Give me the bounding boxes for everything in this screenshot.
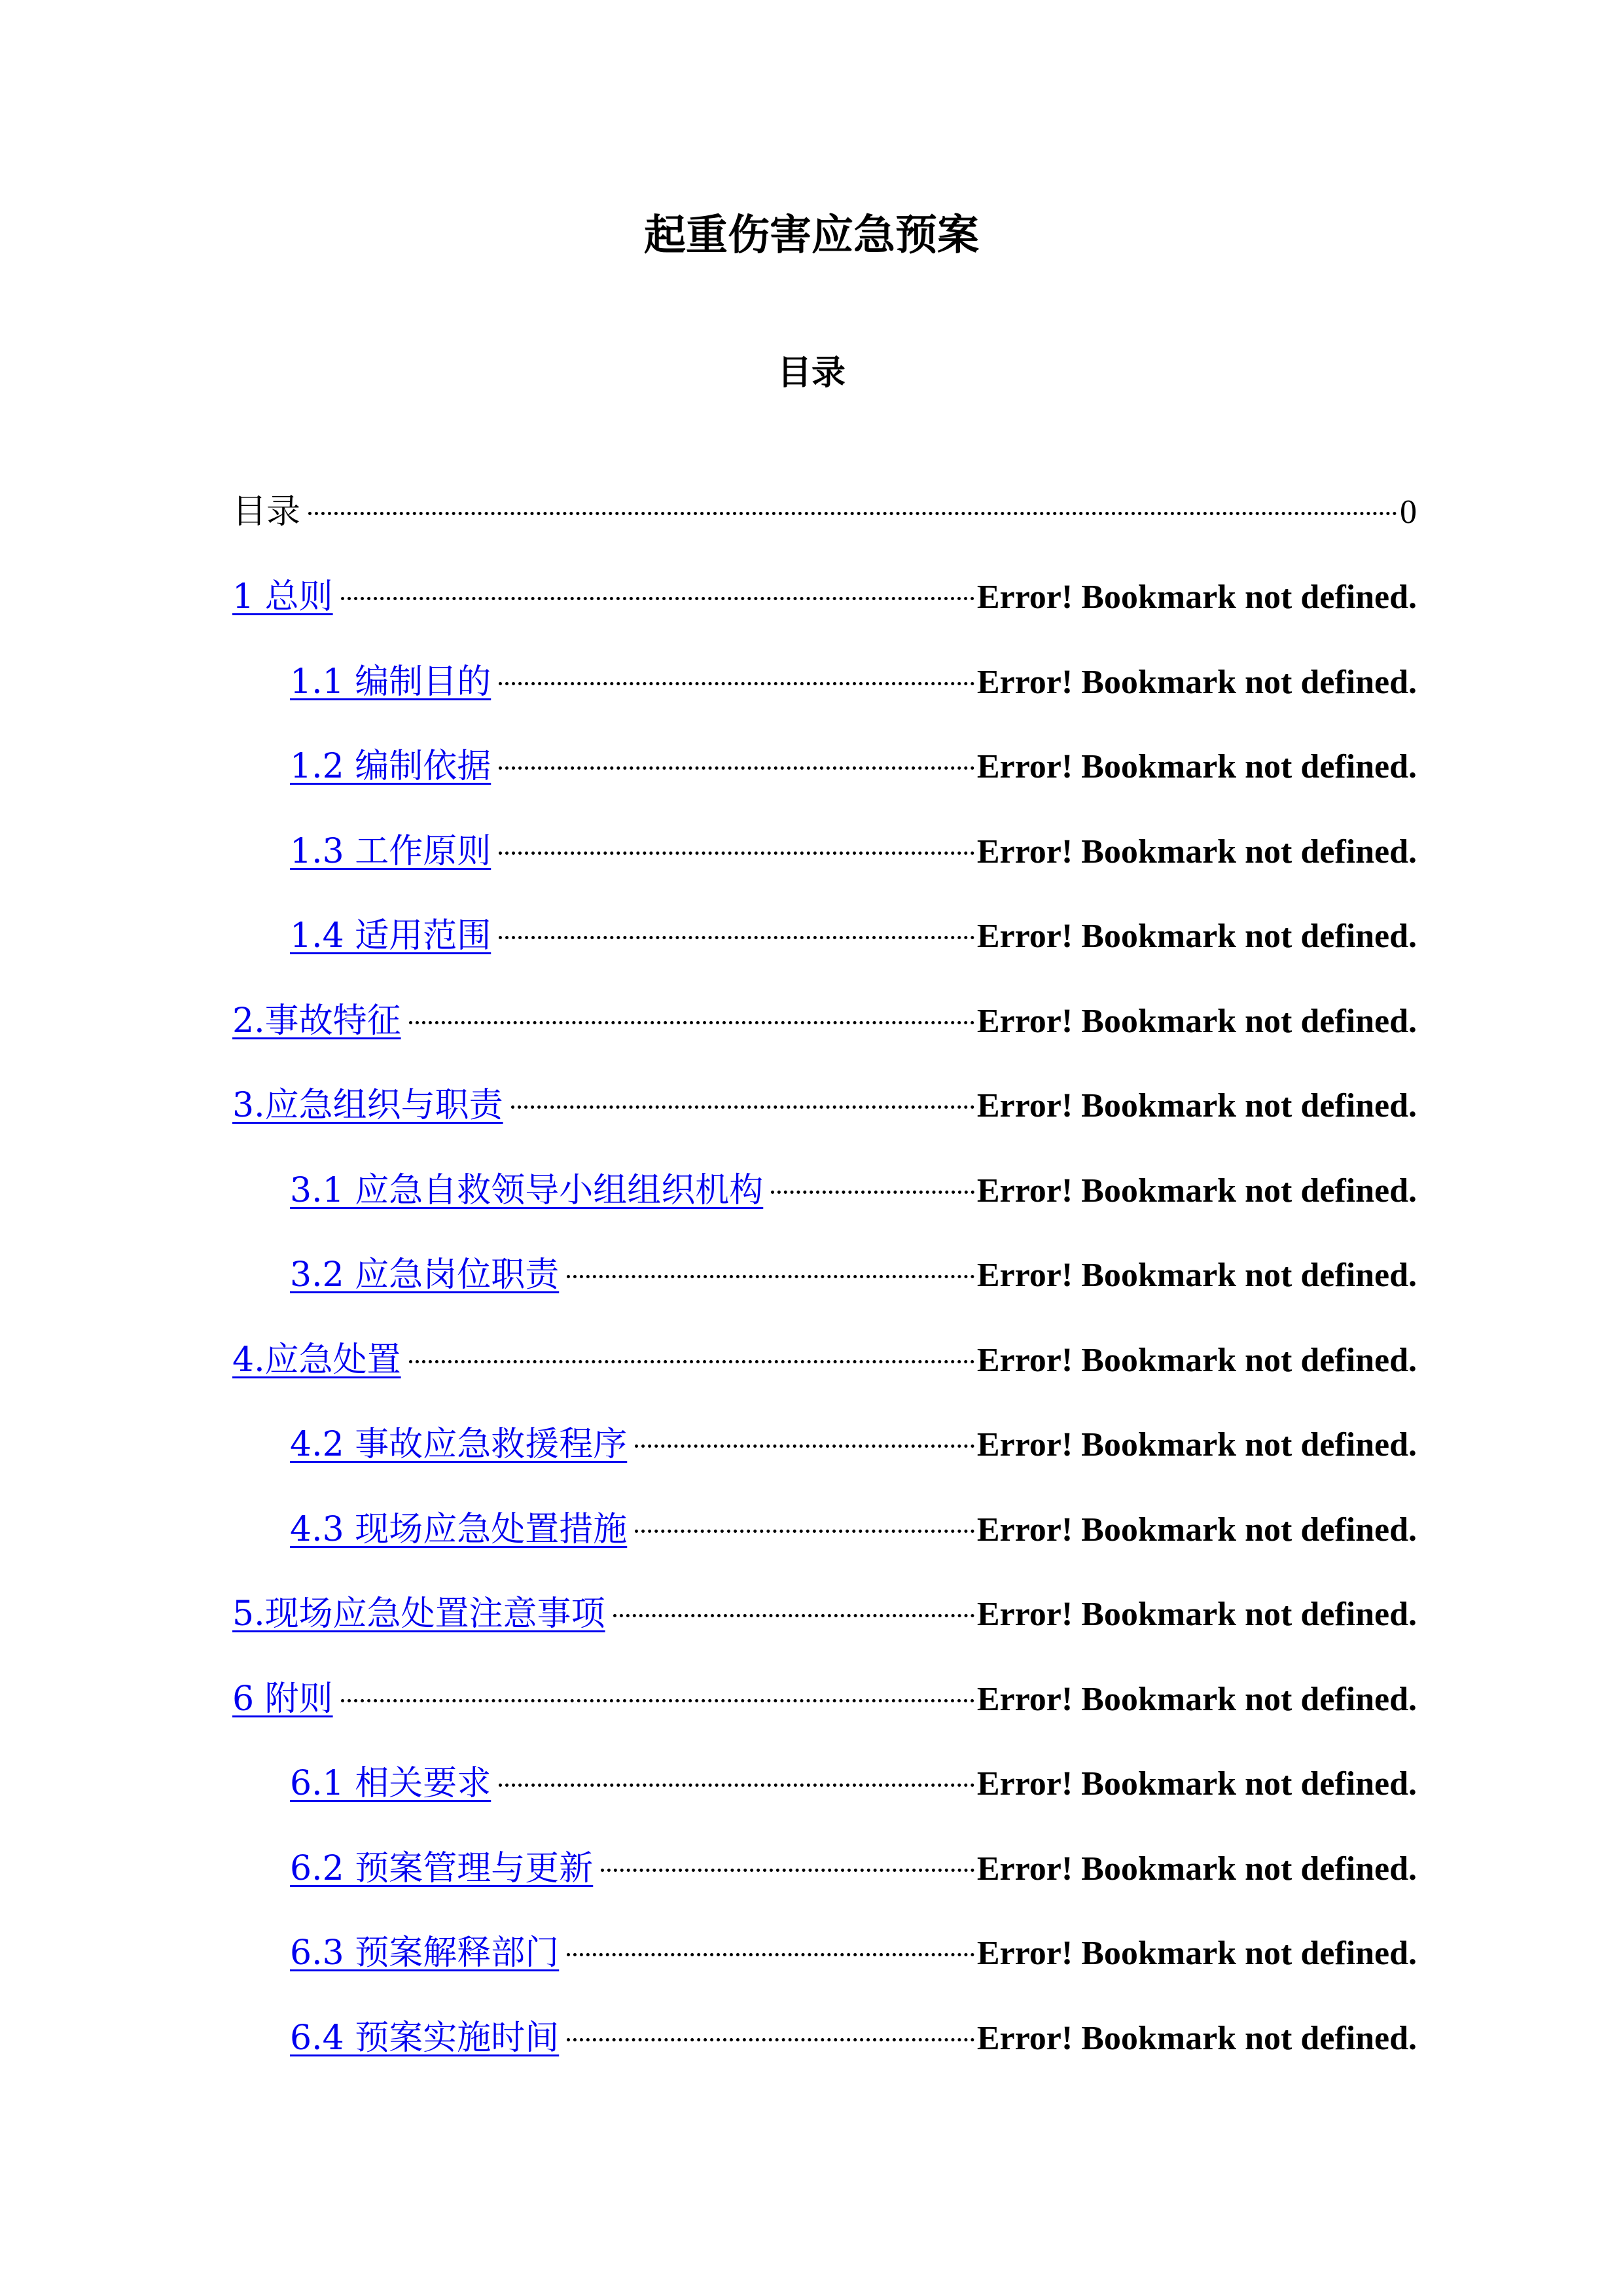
toc-page-error: Error! Bookmark not defined.	[976, 1426, 1417, 1463]
toc-dot-leader	[499, 852, 974, 855]
toc-entry-link[interactable]: 1.3 工作原则	[290, 832, 491, 871]
toc-dot-leader	[499, 682, 974, 685]
toc-entry-6-3[interactable]	[290, 1927, 1417, 1979]
toc-page-error: Error! Bookmark not defined.	[976, 1342, 1417, 1379]
toc-page-error: Error! Bookmark not defined.	[976, 1172, 1417, 1210]
toc-entry-4[interactable]	[232, 1334, 1417, 1386]
toc-entry-link[interactable]: 4.应急处置	[232, 1340, 401, 1380]
toc-dot-leader	[341, 1699, 974, 1702]
toc-page-error: Error! Bookmark not defined.	[976, 748, 1417, 785]
toc-entry-link[interactable]: 3.2 应急岗位职责	[290, 1255, 560, 1295]
toc-dot-leader	[511, 1105, 974, 1109]
toc-heading: 目录	[777, 353, 846, 393]
toc-dot-leader	[499, 1784, 974, 1787]
toc-dot-leader	[409, 1021, 974, 1024]
toc-entry-link[interactable]: 6.3 预案解释部门	[290, 1933, 560, 1973]
toc-page-error: Error! Bookmark not defined.	[976, 1257, 1417, 1294]
toc-entry-3-2[interactable]	[290, 1249, 1417, 1301]
toc-page-error: Error! Bookmark not defined.	[976, 918, 1417, 955]
toc-dot-leader	[341, 597, 974, 600]
toc-entry-3[interactable]	[232, 1079, 1417, 1132]
toc-entry-link[interactable]: 6.2 预案管理与更新	[290, 1849, 594, 1888]
document-title: 起重伤害应急预案	[644, 211, 979, 260]
toc-page-error: Error! Bookmark not defined.	[976, 664, 1417, 701]
toc-entry-6-1[interactable]	[290, 1757, 1417, 1810]
toc-dot-leader	[567, 1953, 974, 1956]
toc-dot-leader	[308, 512, 1397, 515]
toc-entry-1-3[interactable]	[290, 825, 1417, 878]
toc-entry-1-2[interactable]	[290, 740, 1417, 793]
toc-dot-leader	[567, 1275, 974, 1278]
toc-entry-link[interactable]: 6.4 预案实施时间	[290, 2018, 560, 2058]
toc-entry-link[interactable]: 4.2 事故应急救援程序	[290, 1425, 628, 1464]
toc-entry-link[interactable]: 1 总则	[232, 577, 333, 617]
toc-dot-leader	[635, 1530, 974, 1533]
toc-entry-6-2[interactable]	[290, 1842, 1417, 1895]
toc-page-error: Error! Bookmark not defined.	[976, 1596, 1417, 1633]
toc-dot-leader	[499, 766, 974, 770]
toc-entry-link[interactable]: 1.2 编制依据	[290, 747, 491, 786]
toc-page-error: Error! Bookmark not defined.	[976, 1087, 1417, 1124]
toc-entry-link[interactable]: 1.1 编制目的	[290, 662, 491, 702]
toc-entry-1[interactable]	[232, 571, 1417, 623]
toc-entry-3-1[interactable]	[290, 1164, 1417, 1217]
toc-entry-2[interactable]	[232, 995, 1417, 1047]
toc-page-error: Error! Bookmark not defined.	[976, 579, 1417, 616]
toc-page-error: Error! Bookmark not defined.	[976, 1850, 1417, 1888]
toc-entry-4-2[interactable]	[290, 1418, 1417, 1471]
toc-dot-leader	[567, 2038, 974, 2041]
toc-dot-leader	[635, 1444, 974, 1448]
toc-page-error: Error! Bookmark not defined.	[976, 1003, 1417, 1040]
toc-entry-1-4[interactable]	[290, 910, 1417, 962]
toc-entry-4-3[interactable]	[290, 1503, 1417, 1556]
toc-entry-link[interactable]: 4.3 现场应急处置措施	[290, 1510, 628, 1549]
toc-entry-6[interactable]	[232, 1673, 1417, 1725]
toc-entry-link[interactable]: 3.应急组织与职责	[232, 1086, 503, 1125]
toc-dot-leader	[499, 936, 974, 939]
toc-dot-leader	[409, 1360, 974, 1363]
toc-page-number: 0	[1400, 493, 1417, 531]
toc-dot-leader	[771, 1191, 974, 1194]
toc-entry-6-4[interactable]	[290, 2012, 1417, 2064]
toc-entry-link[interactable]: 1.4 适用范围	[290, 916, 491, 956]
toc-entry-label: 目录	[232, 492, 301, 531]
toc-entry-contents	[232, 486, 1417, 538]
toc-entry-5[interactable]	[232, 1588, 1417, 1640]
toc-entry-link[interactable]: 3.1 应急自救领导小组组织机构	[290, 1171, 764, 1210]
toc-entry-link[interactable]: 6.1 相关要求	[290, 1764, 491, 1803]
toc-entry-link[interactable]: 5.现场应急处置注意事项	[232, 1594, 605, 1634]
toc-page-error: Error! Bookmark not defined.	[976, 1765, 1417, 1803]
toc-entry-1-1[interactable]	[290, 656, 1417, 708]
toc-page-error: Error! Bookmark not defined.	[976, 1681, 1417, 1718]
toc-entry-link[interactable]: 6 附则	[232, 1679, 333, 1719]
toc-page-error: Error! Bookmark not defined.	[976, 1935, 1417, 1972]
toc-page-error: Error! Bookmark not defined.	[976, 1511, 1417, 1549]
toc-page-error: Error! Bookmark not defined.	[976, 833, 1417, 870]
toc-dot-leader	[613, 1614, 974, 1617]
toc-entry-link[interactable]: 2.事故特征	[232, 1001, 401, 1041]
toc-dot-leader	[601, 1869, 974, 1872]
toc-page-error: Error! Bookmark not defined.	[976, 2020, 1417, 2057]
